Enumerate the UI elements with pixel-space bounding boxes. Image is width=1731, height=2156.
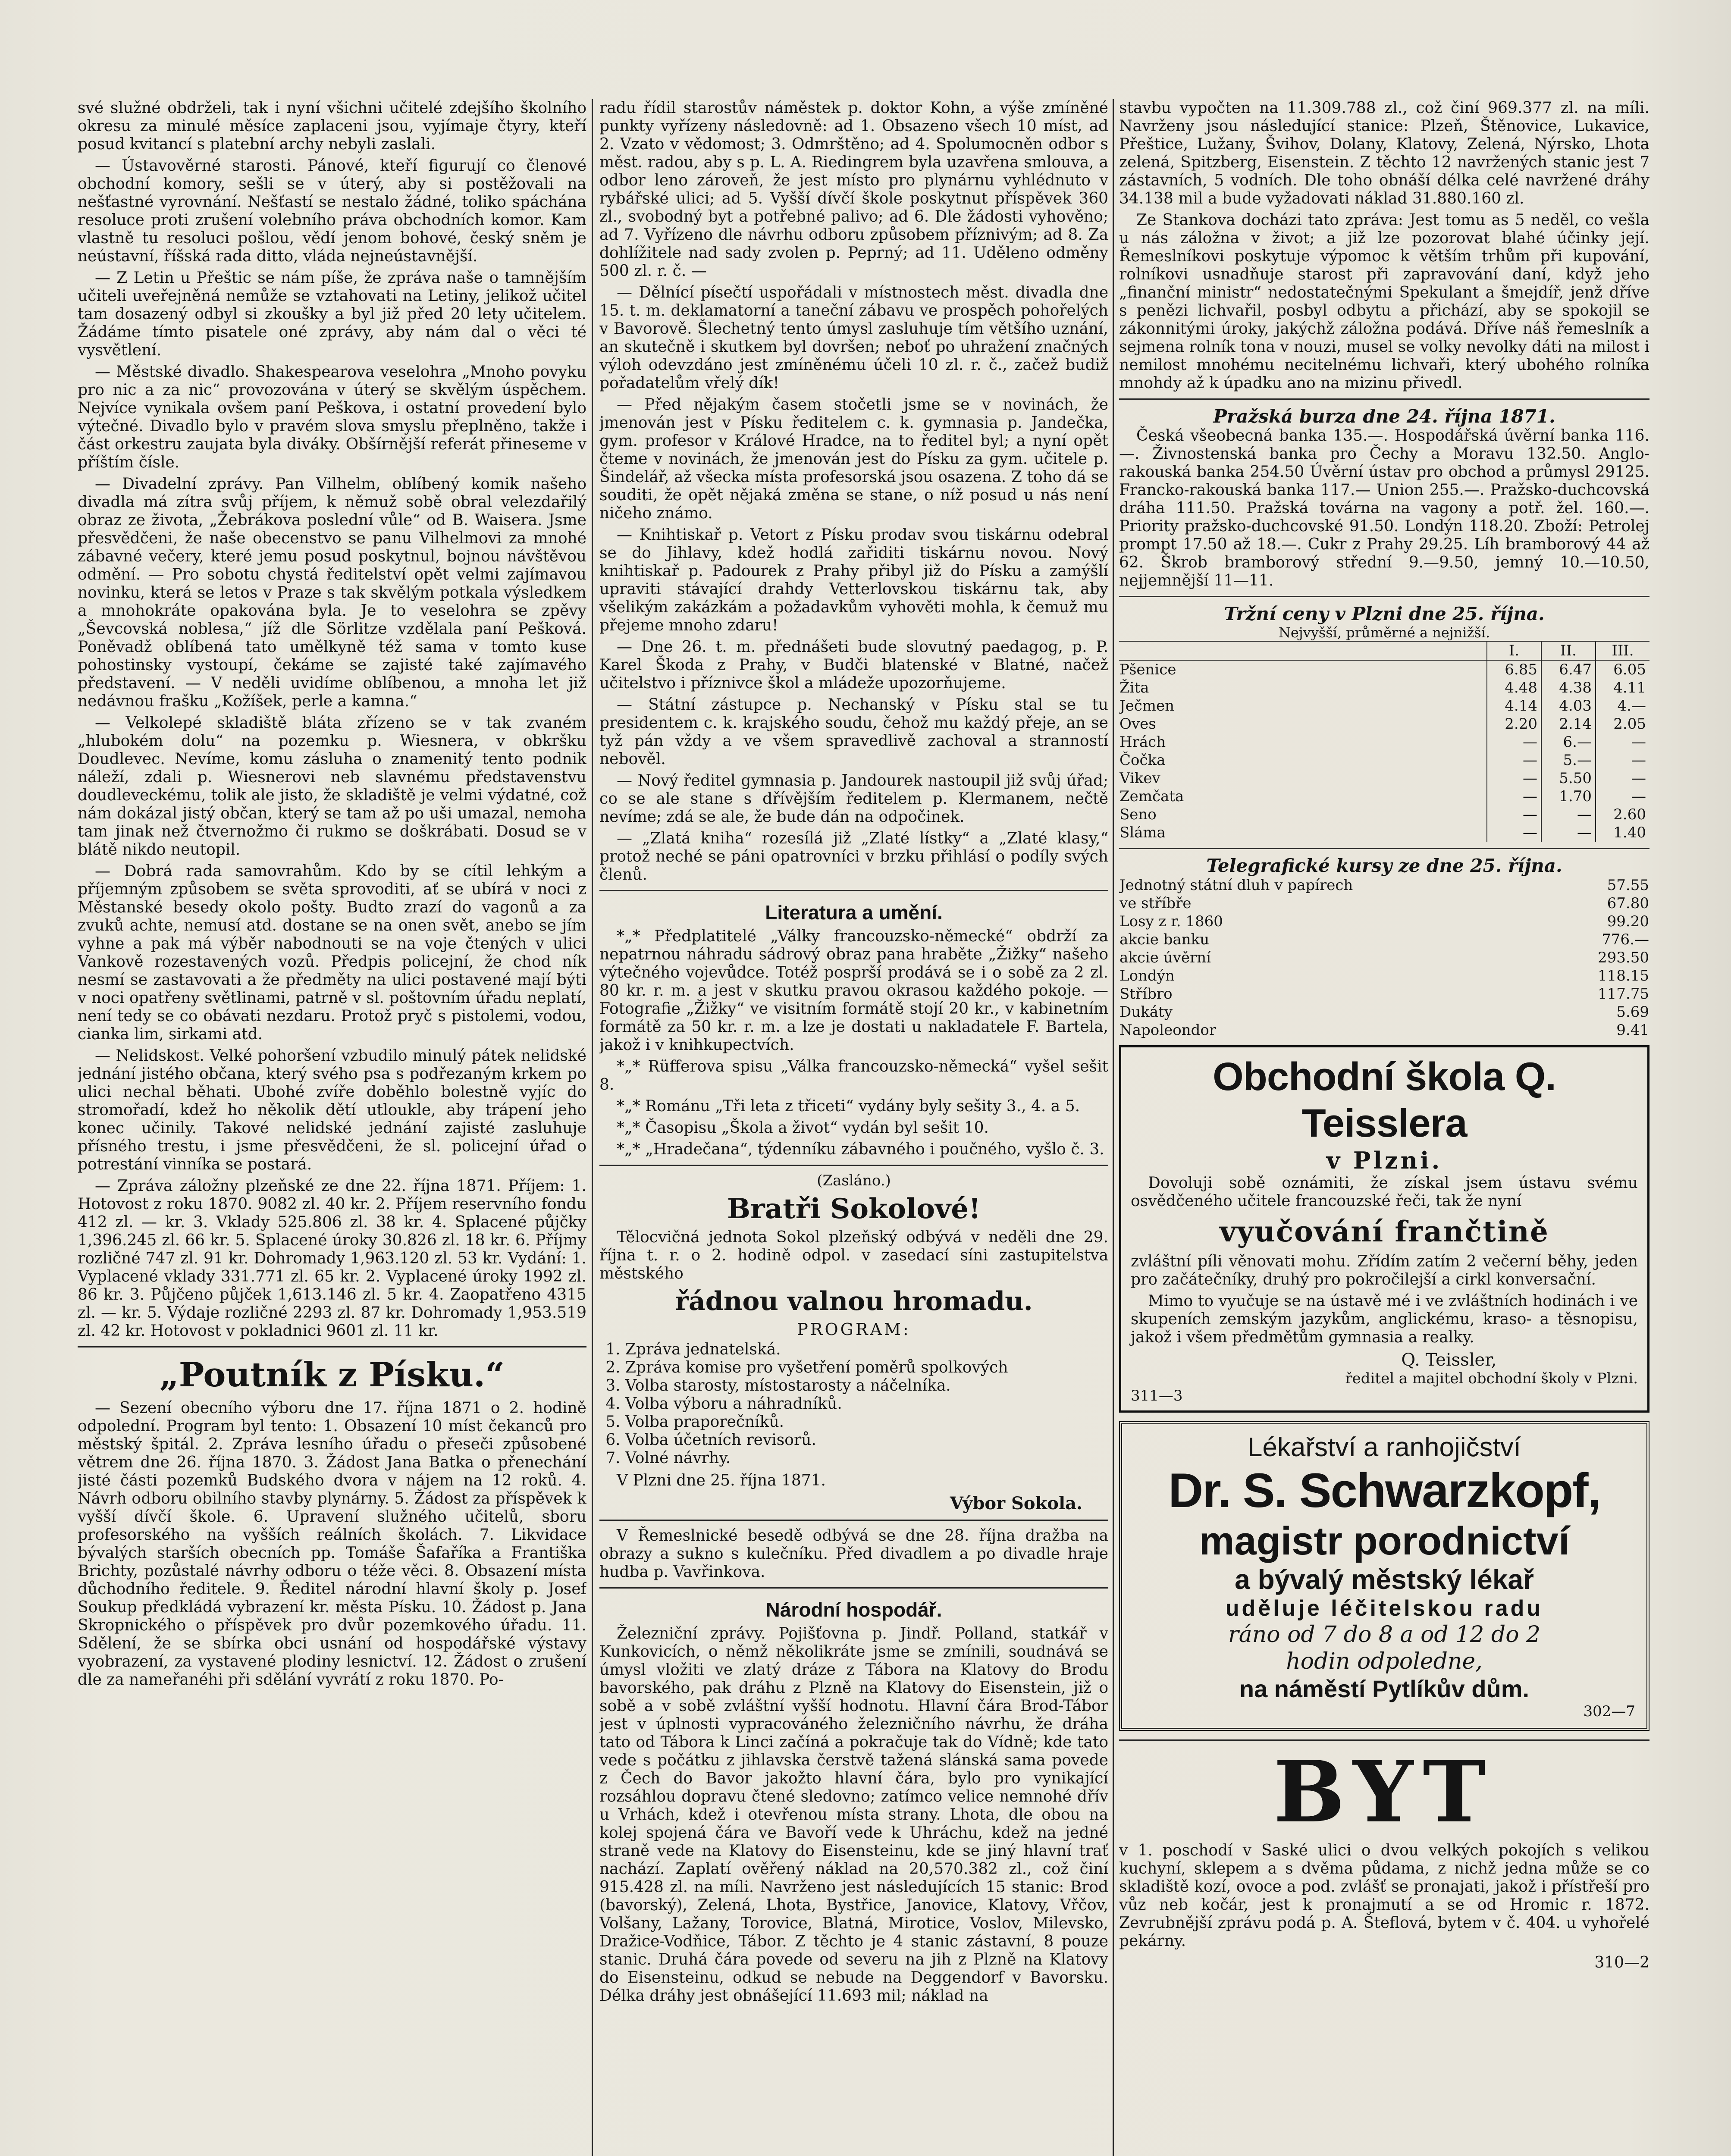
table-row xyxy=(1119,912,1649,931)
cell: Čočka xyxy=(1120,752,1166,769)
table-row xyxy=(1119,805,1649,824)
table-header: II. xyxy=(1541,641,1596,660)
cell: Jednotný státní dluh v papírech xyxy=(1120,877,1353,894)
article-gymnasium: — Před nějakým časem stočetli jsme se v novinách, že jmenován jest v Písku ředitelem c. k. gymnasia p. Jandečka, gym. profesor v Králové Hradce, na to ředitel byl; a nyní opět čteme v novinách, že jmenován jest do Písku za gym. učitele p. Šindelář, až všecka místa profesorská jsou osazena. Z toho dá se souditi, že opět nějaká změna se stane, o níž posud u nás není ničeho známo. xyxy=(599,396,1108,522)
cell: Oves xyxy=(1120,715,1156,733)
table-row xyxy=(1119,967,1649,985)
divider xyxy=(1119,398,1649,400)
program-item: 1. Zpráva jednatelská. xyxy=(625,1341,1108,1359)
cell: 117.75 xyxy=(1598,985,1649,1003)
table-header-row xyxy=(1119,641,1649,660)
schwarzkopf-hours-2: hodin odpoledne, xyxy=(1286,1648,1483,1674)
trzni-ceny-subtitle: Nejvyšší, průměrné a nejnižší. xyxy=(1278,624,1490,641)
column-rule-2 xyxy=(1113,99,1114,2156)
article-divadelni-zpravy: — Divadelní zprávy. Pan Vilhelm, oblíbený komik našeho divadla má zítra svůj příjem, k němuž sobě obral velezdařilý obraz ze života, „Žebrákova poslední vůle“ od B. Waisera. Jsme přesvědčeni, že naše obecenstvo se panu Vilhelmovi za mnohé zábavné večery, které jemu posud poskytnul, bojnou návštěvou odmění. — Pro sobotu chystá ředitelství opět velmi zajímavou novinku, která se letos v Praze s tak skvělým potkala výsledkem a mnohokráte opakována byla. Je to veselohra se zpěvy „Ševcovská noblesa,“ jíž dle Sörlitze vzdělala paní Pešková. Poněvadž oblíbená tato umělkyně též sama v tomto kuse pohostinsky vystoupí, čekáme se zajisté také zajímavého představení. — V neděli uvidíme oblíbenou, a mnoha let již nedávnou frašku „Kožíšek, perle a kamna.“ xyxy=(78,475,586,710)
program-item: 3. Volba starosty, místostarosty a náčelníka. xyxy=(625,1377,1108,1395)
divider xyxy=(1119,596,1649,597)
advertisement-schwarzkopf xyxy=(1119,1421,1649,1731)
cell: Hrách xyxy=(1120,733,1166,751)
program-item: 6. Volba účetních revisorů. xyxy=(625,1431,1108,1449)
cell: Londýn xyxy=(1120,967,1175,984)
ad-number: 302—7 xyxy=(1583,1703,1635,1720)
cell: 2.20 xyxy=(1487,715,1541,733)
article-sezeni-vyboru: — Sezení obecního výboru dne 17. října 1871 o 2. hodině odpolední. Program byl tento: 1. Obsazení 10 míst čekanců pro městský špitál. 2. Zpráva lesního úřadu o přeseči způsobené větrem dne 26. října 1870. 3. Žádost Jana Batka o přenechání jisté části pozemků Budského dvora v nájem na 12 roků. 4. Návrh odboru obilního stavby plynárny. 5. Žádost za příspěvek k vyšší dívčí škole. 6. Upravení služného učitelů, sboru profesorského na vyšších reálních školách. 7. Likvidace bývalých starších obecních pp. Tomáše Šafaříka a Františka Brichty, pozůstalé návrhy odboru o téže věci. 8. Obsazení místa důchodního ředitele. 9. Ředitel národní hlavní školy p. Josef Soukup předkládá vybrazení kr. města Písku. 10. Žádost p. Jana Skropnického o příspěvek pro dvůr pozemkového úřadu. 11. Sdělení, že se sbírka obci usnání od hospodářské výstavy vyobrazení, za vystavené plodiny lesnictví. 12. Žádost o zrušení dle za nameřanéhi při sdělání vyvrátí z roku 1870. Po- xyxy=(78,1399,586,1689)
teissler-highlight: vyučování frančtině xyxy=(1220,1215,1549,1248)
cell: — xyxy=(1596,751,1649,769)
divider xyxy=(599,1587,1108,1589)
cell: ve stříbře xyxy=(1120,895,1192,912)
cell: 57.55 xyxy=(1607,877,1649,894)
divider xyxy=(599,1165,1108,1166)
article-paragraph: radu řídil starostův náměstek p. doktor Kohn, a výše zmíněné punkty vyřízeny následovně: ad 1. Obsazeno všech 10 míst, ad 2. Vzato v vědomost; 3. Odmrštěno; ad 4. Spolumocněn odbor s měst. radou, aby s p. L. A. Riedingrem byla uzavřena smlouva, a odbor leno zároveň, že jest místo pro plynárnu vyhlédnuto v rybářské ulici; ad 5. Vyšší dívčí škole poskytnut příspěvek 360 zl., svobodný byt a potřebné palivo; ad 6. Dle žádosti vyhověno; ad 7. Vyřízeno dle návrhu odboru způsobem příznivým; ad 8. Za dohlížitele nad sady zvolen p. Peprný; ad 11. Uděleno odměny 500 zl. r. č. — xyxy=(599,99,1108,280)
cell: 1.70 xyxy=(1541,787,1596,805)
cell: 5.— xyxy=(1541,751,1596,769)
cell: 6.05 xyxy=(1596,660,1649,679)
cell: Stříbro xyxy=(1120,985,1173,1003)
sokol-paragraph: Tělocvičná jednota Sokol plzeňský odbývá v neděli dne 29. října t. r. o 2. hodině odpol. v zasedací síni zastupitelstva městského xyxy=(599,1228,1108,1282)
cell: Ječmen xyxy=(1120,697,1175,714)
schwarzkopf-address: na náměstí Pytlíkův dům. xyxy=(1239,1675,1530,1702)
cell: Pšenice xyxy=(1120,661,1176,678)
program-item: 5. Volba praporečníků. xyxy=(625,1413,1108,1431)
cell: 5.69 xyxy=(1616,1003,1649,1021)
ad-number: 310—2 xyxy=(1594,1954,1649,1971)
program-list xyxy=(625,1341,1108,1467)
schwarzkopf-name: Dr. S. Schwarzkopf, xyxy=(1168,1463,1600,1517)
trzni-ceny-title: Tržní ceny v Plzni dne 25. října. xyxy=(1224,603,1545,624)
cell: 2.05 xyxy=(1596,715,1649,733)
article-divadlo: — Městské divadlo. Shakespearova veselohra „Mnoho povyku pro nic a za nic“ provozována v úterý se skvělým úspěchem. Nejvíce vynikala ovšem paní Peškova, i ostatní provedení bylo výtečné. Divadlo bylo v pravém slova smyslu přeplněno, takže i část orkestru zaujata byla diváky. Obšírnější referát přineseme v příštím čísle. xyxy=(78,363,586,471)
table-row xyxy=(1119,787,1649,805)
sokol-heading: Bratři Sokolové! xyxy=(727,1193,981,1225)
zaslano-label: (Zasláno.) xyxy=(817,1172,891,1189)
teissler-signature-title: ředitel a majitel obchodní školy v Plzni. xyxy=(1345,1370,1638,1387)
cell: — xyxy=(1487,769,1541,787)
cell: Vikev xyxy=(1120,770,1160,787)
literatura-item: *„* Předplatitelé „Války francouzsko-německé“ obdrží za nepatrnou náhradu sádrový obraz pana hraběte „Žižky“ našeho výtečného vojevůdce. Totéž posprší prodává se i o sobě za 2 zl. 80 kr. r. m. a jest v skutku pravou okrasou každého pokoje. — Fotografie „Žižky“ ve visitním formátě stojí 20 kr., v kabinetním formátě za 50 kr. r. m. a lze je dostati u nakladatele F. Bartela, jakož i v knihkupectvích. xyxy=(599,928,1108,1054)
teissler-paragraph: zvláštní píli věnovati mohu. Zřídím zatím 2 večerní běhy, jeden pro začátečníky, druhý pro pokročilejší a cirkl konversační. xyxy=(1131,1253,1638,1288)
table-row xyxy=(1119,1021,1649,1039)
sokol-date: V Plzni dne 25. října 1871. xyxy=(617,1472,826,1489)
cell: 776.— xyxy=(1602,931,1649,948)
cell: — xyxy=(1487,805,1541,824)
cell: 118.15 xyxy=(1598,967,1649,984)
teissler-city: v Plzni. xyxy=(1326,1147,1442,1174)
cell: Seno xyxy=(1120,806,1157,823)
literatura-item: *„* Časopisu „Škola a život“ vydán byl sešit 10. xyxy=(617,1119,989,1137)
cell: 4.14 xyxy=(1487,697,1541,715)
article-nelidskost: — Nelidskost. Velké pohoršení vzbudilo minulý pátek nelidské jednání jistého občana, který svého psa s podřezaným krkem po ulici nechal běhati. Ubohé zvíře doběhlo bolestně vyjíc do stromořadí, kdež ho několik dětí utloukle, aby trápení jeho konec učinily. Takové nelidské jednání zajisté zasluhuje přísného trestu, i jsme přesvědčeni, že sl. policejní úřad o potrestání vinníka se postará. xyxy=(78,1047,586,1173)
cell: 4.48 xyxy=(1487,679,1541,697)
cell: — xyxy=(1487,787,1541,805)
cell: Zemčata xyxy=(1120,788,1184,805)
article-zalozna: — Zpráva záložny plzeňské ze dne 22. října 1871. Příjem: 1. Hotovost z roku 1870. 9082 zl. 40 kr. 2. Příjem reservního fondu 412 zl. — kr. 3. Vklady 525.806 zl. 38 kr. 4. Splacené půjčky 1,396.245 zl. 66 kr. 5. Splacené úroky 30.826 zl. 18 kr. 6. Příjmy rozličné 747 zl. 91 kr. Dohromady 1,963.120 zl. 53 kr. Vydání: 1. Vyplacené vklady 331.771 zl. 65 kr. 2. Vyplacené úroky 1992 zl. 86 kr. 3. Půjčeno půjček 1,613.146 zl. 5 kr. 4. Zaopatřeno 4315 zl. — kr. 5. Výdaje rozličné 2293 zl. 87 kr. Dohromady 1,953.519 zl. 42 kr. Hotovost v pokladnici 9601 zl. 11 kr. xyxy=(78,1177,586,1340)
divider xyxy=(78,1346,586,1348)
burza-paragraph: Česká všeobecná banka 135.—. Hospodářská úvěrní banka 116.—. Živnostenská banka pro Čechy a Moravu 132.50. Anglo-rakouská banka 254.50 Úvěrní ústav pro obchod a průmysl 29125. Francko-rakouská banka 117.— Union 255.—. Pražsko-duchcovská dráha 111.50. Pražská továrna na vagony a potř. žel. 160.—. Priority pražsko-duchcovské 91.50. Londýn 118.20. Zboží: Petrolej prompt 17.50 až 18.—. Cukr z Prahy 29.25. Líh bramborový 44 až 62. Škrob bramborový střední 9.—9.50, jemný 10.—10.50, nejjemnější 11—11. xyxy=(1119,427,1649,589)
cell: 5.50 xyxy=(1541,769,1596,787)
column-3 xyxy=(1119,99,1649,2156)
article-jandourek: — Nový ředitel gymnasia p. Jandourek nastoupil již svůj úřad; co se ale stane s dřívějším ředitelem p. Klermanem, nečtě nevíme; zdá se ale, že bude dán na odpočinek. xyxy=(599,772,1108,826)
cell: akcie úvěrní xyxy=(1120,949,1211,966)
cell: 4.03 xyxy=(1541,697,1596,715)
article-skladiste-blata: — Velkolepé skladiště bláta zřízeno se v tak zvaném „hlubokém dolu“ na pozemku p. Wiesnera, v obkršku Doudlevec. Nevíme, komu zásluha o znamenitý tento podnik náleží, zdali p. Wiesnerovi neb slavnému představenstvu doudleveckému, tolik ale jisto, že skladiště je velmi výdatné, což nám dokázal jistý občan, který se tam až po uši umazal, nemoha tam jinak než čtvernožmo či rukmo se doškrábati. Dosud se v blátě nikdo neutopil. xyxy=(78,714,586,859)
column-2 xyxy=(599,99,1108,2156)
schwarzkopf-subtitle: Lékařství a ranhojičství xyxy=(1247,1432,1521,1462)
divider xyxy=(1119,1739,1649,1741)
table-row xyxy=(1119,1003,1649,1021)
cell: — xyxy=(1596,733,1649,751)
cell: 99.20 xyxy=(1607,913,1649,930)
table-header: I. xyxy=(1487,641,1541,660)
cell: — xyxy=(1487,824,1541,842)
article-nechansky: — Státní zástupce p. Nechanský v Písku stal se tu presidentem c. k. krajského soudu, čehož mu každý přeje, an se tyž pán vždy a ve všem spravedlivě zachoval a stranností nebověl. xyxy=(599,696,1108,768)
program-item: 7. Volné návrhy. xyxy=(625,1449,1108,1467)
article-zeleznicni: Železniční zprávy. Pojišťovna p. Jindř. Polland, statkář v Kunkovicích, o němž několikráte jsme se zmínili, soudnává se úmysl vložiti ve zlatý dráze z Tábora na Klatovy do Brodu bavorského, pak dráhu z Plzně na Klatovy do Eisenstein, již o sobě a v sobě zvláštní vyšší hodnotu. Hlavní čára Brod-Tábor jest v úplnosti vypracováného železničního návrhu, že dráha tato od Tábora k Linci začíná a pokračuje tak do Vídně; kde tato vede s počátku z jihlavska čerstvě tažená slánská sama povede z Čech do Bavor jakožto hlavní čára, bylo pro vynikající rozsáhlou dopravu čtené sledovno; zatímco velice nemnohé dřív u Vrhách, kdež i otevřenou místa strany. Lhota, dle obou na kolej spojená čára ve Bavoří vede k Uhráchu, kdež na jedné straně vede na Klatovy do Eisensteinu, kde se jiný hlavní trať nachází. Zaplatí ověřený náklad na 20,570.382 zl., což činí 915.428 zl. na míli. Navrženo jest následujících 15 stanic: Brod (bavorský), Zelená, Lhota, Bystřice, Janovice, Klatovy, Vřčov, Volšany, Lažany, Torovice, Blatná, Mirotice, Voslov, Milevsko, Dražice-Vodňice, Tábor. Z těchto je 4 stanic zástavní, 8 pouze stanic. Druhá čára povede od severu na jih z Plzně na Klatovy do Eisensteinu, odkud se nebude na Deggendorf v Bavorsku. Délka dráhy jest obnášející 11.693 mil; náklad na xyxy=(599,1625,1108,2005)
cell: Sláma xyxy=(1120,824,1166,841)
schwarzkopf-udeluje: uděluje léčitelskou radu xyxy=(1225,1596,1543,1621)
section-title-literatura: Literatura a umění. xyxy=(765,901,943,924)
cell: 293.50 xyxy=(1598,949,1649,966)
table-row xyxy=(1119,931,1649,949)
divider xyxy=(1119,848,1649,849)
table-row xyxy=(1119,679,1649,697)
cell: 4.38 xyxy=(1541,679,1596,697)
section-title-poutnik: „Poutník z Písku.“ xyxy=(159,1355,505,1395)
teissler-signature: Q. Teissler, xyxy=(1401,1350,1497,1370)
schwarzkopf-hours: ráno od 7 do 8 a od 12 do 2 xyxy=(1228,1622,1541,1648)
article-skoda: — Dne 26. t. m. přednášeti bude slovutný paedagog, p. P. Karel Škoda z Prahy, v Budči blatenské v Blatné, načež učitelstvo i příznivce škol a mládeže upozorňujeme. xyxy=(599,638,1108,692)
program-item: 2. Zpráva komise pro vyšetření poměrů spolkových xyxy=(625,1359,1108,1377)
article-stankov: Ze Stankova docházi tato zpráva: Jest tomu as 5 neděl, co vešla u nás záložna v život; a již lze pozorovat blahé účinky její. Řemeslníkovi poskytuje výpomoc k větším trhům při kupování, rolníkovi usnadňuje starost při zapravování daní, když jeho „finanční ministr“ nedostatečnými Spekulant a šmejdíř, jenž dříve s penězi lichvařil, posbyl odbytu a přichází, aby se spokojil se zákonnitými úroky, jakýchž záložna podává. Dříve náš řemeslník a sejmena rolník tona v nouzi, musel se volky nevolky dáti na milost i nemilost mnohému necitelnému lichvaři, který ubohého rolníka mnohdy až k úpadku ano na mizinu přivedl. xyxy=(1119,211,1649,392)
table-row xyxy=(1119,697,1649,715)
trzni-ceny-table xyxy=(1119,641,1649,842)
article-knihtiskar: — Knihtiskař p. Vetort z Písku prodav svou tiskárnu odebral se do Jihlavy, kdež hodlá zařiditi tiskárnu novou. Nový knihtiskař p. Padourek z Prahy přibyl již do Písku a zamýšlí upraviti stávající drahdy Vetterlovskou tiskárnu tak, aby všelikým zakázkám a požadavkům vyhověti mohla, k čemuž mu přejeme mnoho zdaru! xyxy=(599,526,1108,634)
article-paragraph: své služné obdrželi, tak i nyní všichni učitelé zdejšího školního okresu za minulé měsíce zaplaceni jsou, vyjímaje čtyry, kteří posud kvitancí s platební archy nebyli zaslali. xyxy=(78,99,586,153)
table-header xyxy=(1119,641,1487,660)
cell: 6.— xyxy=(1541,733,1596,751)
literatura-item: *„* Rüfferova spisu „Válka francouzsko-německá“ vyšel sešit 8. xyxy=(599,1058,1108,1094)
table-row xyxy=(1119,949,1649,967)
table-header: III. xyxy=(1596,641,1649,660)
table-row xyxy=(1119,985,1649,1003)
article-letiny: — Z Letin u Přeštic se nám píše, že zpráva naše o tamnějším učiteli uveřejněná nemůže se vztahovati na Letiny, jelikož učitel tam dosazený odbyl si zkoušky a byl již před 20 lety učitelem. Žádáme tímto pisatele oné zprávy, aby nám dal o věci té vysvětlení. xyxy=(78,269,586,359)
cell: 4.11 xyxy=(1596,679,1649,697)
article-samovrahum: — Dobrá rada samovrahům. Kdo by se cítil lehkým a příjemným způsobem se světa sprovoditi, ať se ubírá v noci z Městanské besedy okolo pošty. Budto zrazí do vagonů a za zvuků achte, nemusí atd. dostane se na onen svět, anebo se jím vyhne a pak má výběr nabodnouti se na voje čtených v ulici Vankově rozestavených vozů. Předpis policejní, že chod ník nesmí se zastavovati a že předměty na ulici postavené mají býti v noci opatřeny světlinami, patrně v sl. poštovním úřadu neplatí, není tedy se co obávati nezdaru. Protož pryč s pistolemi, vodou, cianka lim, sirkami atd. xyxy=(78,862,586,1043)
cell: — xyxy=(1487,733,1541,751)
cell: Dukáty xyxy=(1120,1003,1173,1021)
cell: 1.40 xyxy=(1596,824,1649,842)
cell: 9.41 xyxy=(1616,1022,1649,1039)
table-row xyxy=(1119,715,1649,733)
table-row xyxy=(1119,876,1649,894)
table-row xyxy=(1119,769,1649,787)
schwarzkopf-title: magistr porodnictví xyxy=(1199,1519,1570,1563)
divider xyxy=(599,1520,1108,1521)
teissler-title: Obchodní škola Q. Teisslera xyxy=(1213,1055,1556,1145)
table-row xyxy=(1119,894,1649,912)
table-row xyxy=(1119,660,1649,679)
ad-number: 311—3 xyxy=(1131,1387,1183,1404)
cell: — xyxy=(1487,751,1541,769)
teissler-paragraph: Dovoluji sobě oznámiti, že získal jsem ústavu svému osvědčeného učitele francouzské řeči, tak že nyní xyxy=(1131,1174,1638,1210)
advertisement-teissler xyxy=(1119,1045,1649,1413)
cell: Losy z r. 1860 xyxy=(1120,913,1223,930)
literatura-item: *„* „Hradečana“, týdenníku zábavného i poučného, vyšlo č. 3. xyxy=(617,1141,1104,1158)
cell: 2.60 xyxy=(1596,805,1649,824)
cell: — xyxy=(1596,787,1649,805)
byt-paragraph: v 1. poschodí v Saské ulici o dvou velkých pokojích s velikou kuchyní, sklepem a s dvěma půdama, z nichž jedna může se co skladiště kozí, ovoce a pod. zvlášť se pronajati, jakož i přístřeší pro vůz neb kočár, jest k pronajmutí a se od Hromic r. 1872. Zevrubnější zprávu podá p. A. Šteflová, bytem v č. 404. u vyhořelé pekárny. xyxy=(1119,1842,1649,1950)
program-item: 4. Volba výboru a náhradníků. xyxy=(625,1395,1108,1413)
teissler-paragraph: Mimo to vyučuje se na ústavě mé i ve zvláštních hodinách i ve skupeních zemským jazykům, anglickému, kraso- a těsnopisu, jakož i všem předmětům gymnasia a realky. xyxy=(1131,1292,1638,1346)
cell: Napoleondor xyxy=(1120,1022,1217,1039)
table-row xyxy=(1119,733,1649,751)
program-label: PROGRAM: xyxy=(797,1320,911,1339)
cell: 6.47 xyxy=(1541,660,1596,679)
article-ustavoverne: — Ústavověrné starosti. Pánové, kteří figurují co členové obchodní komory, sešli se v úterý, aby si postěžovali na nešťastné vyrovnání. Nešťastí se nestalo žádné, toliko spáchána resoluce proti zrušení volebního práva obchodních komor. Kam vlastně tu resoluci pošlou, vědí jenom bohové, český sněm je neústavní, říšská rada ditto, vláda nejneústavnější. xyxy=(78,157,586,265)
divider xyxy=(599,890,1108,891)
cell: — xyxy=(1541,824,1596,842)
article-zlata-kniha: — „Zlatá kniha“ rozesílá již „Zlaté lístky“ a „Zlaté klasy,“ protož neché se páni opatrovníci v brzku přihlásí o podíly svých členů. xyxy=(599,830,1108,884)
article-delnici: — Dělnící písečtí uspořádali v místnostech měst. divadla dne 15. t. m. deklamatorní a taneční zábavu ve prospěch pohořelých v Bavorově. Šlechetný tento úmysl zasluhuje tím většího uznání, an skutečně i skutkem byl dovršen; neboť po uhražení značných výloh odevzdáno jest zmíněnému účeli 10 zl. r. č., začež budiž pořadatelům vřelý dík! xyxy=(599,284,1108,392)
literatura-item: *„* Románu „Tři leta z třiceti“ vydány byly sešity 3., 4. a 5. xyxy=(617,1097,1080,1115)
telegraficke-kursy-title: Telegrafické kursy ze dne 25. října. xyxy=(1206,855,1562,876)
cell: 67.80 xyxy=(1607,895,1649,912)
cell: — xyxy=(1596,769,1649,787)
sokol-signature: Výbor Sokola. xyxy=(950,1493,1082,1514)
byt-title: BYT xyxy=(1273,1742,1495,1842)
cell: 4.— xyxy=(1596,697,1649,715)
schwarzkopf-byvaly: a bývalý městský lékař xyxy=(1235,1564,1534,1595)
burza-title: Pražská burza dne 24. října 1871. xyxy=(1213,406,1555,427)
column-rule-1 xyxy=(592,99,593,2156)
table-row xyxy=(1119,751,1649,769)
telegraficke-kursy-table xyxy=(1119,876,1649,1039)
section-title-narodni-hospodar: Národní hospodář. xyxy=(765,1598,942,1621)
cell: 6.85 xyxy=(1487,660,1541,679)
article-beseda: V Řemeslnické besedě odbývá se dne 28. října dražba na obrazy a sukno s kulečníku. Před divadlem a po divadle hraje hudba p. Vavřinkova. xyxy=(599,1527,1108,1581)
cell: 2.14 xyxy=(1541,715,1596,733)
cell: akcie banku xyxy=(1120,931,1210,948)
column-1 xyxy=(78,99,586,2156)
cell: — xyxy=(1541,805,1596,824)
article-paragraph: stavbu vypočten na 11.309.788 zl., což činí 969.377 zl. na míli. Navrženy jsou následující stanice: Plzeň, Štěnovice, Lukavice, Přeštice, Lužany, Švihov, Dolany, Klatovy, Zelená, Nýrsko, Lhota zelená, Spitzberg, Eisenstein. Z těchto 12 navržených stanic jest 7 zástavních, 5 vodních. Dle toho obnáší délka celé navržené dráhy 34.138 mil a bude vyžadovati náklad 31.880.160 zl. xyxy=(1119,99,1649,207)
table-row xyxy=(1119,824,1649,842)
valna-hromada-heading: řádnou valnou hromadu. xyxy=(675,1286,1033,1316)
cell: Žita xyxy=(1120,679,1149,696)
